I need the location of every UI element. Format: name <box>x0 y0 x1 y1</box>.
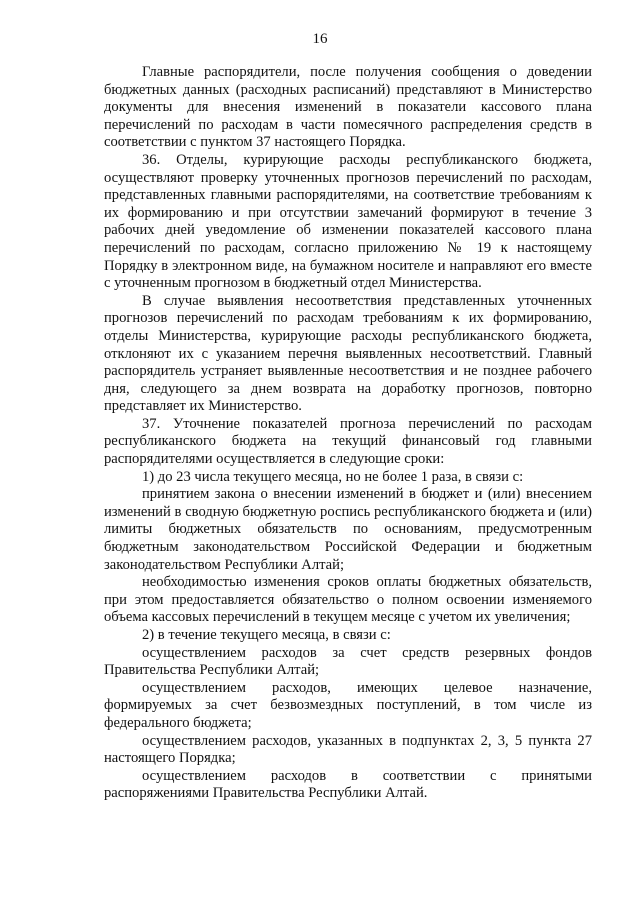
page-number: 16 <box>312 31 328 47</box>
paragraph-subitem-2: 2) в течение текущего месяца, в связи с: <box>142 627 391 643</box>
paragraph-item-36: 36. Отделы, курирующие расходы республиканского бюджета, осуществляют проверку уточненных прогнозов перечислений по расходам, представленных главными распорядителями, на соответствие требованиям к их формированию и при отсутствии замечаний формируют в течение 3 рабочих дней уведомление об изменении показателей кассового плана перечислений по расходам, согласно приложению № 19 к настоящему Порядку в электронном виде, на бумажном носителе и направляют его вместе с уточненным прогнозом в бюджетный отдел Министерства. <box>104 151 592 292</box>
paragraph-reserve-funds: осуществлением расходов за счет средств резервных фондов Правительства Республики Алтай; <box>104 644 592 679</box>
document-body <box>104 64 592 803</box>
paragraph-payment-terms: необходимостью изменения сроков оплаты бюджетных обязательств, при этом предоставляется обязательство о полном освоении изменяемого объема кассовых перечислений в текущем месяце с учетом их увеличения; <box>104 574 592 626</box>
paragraph-nonconformity: В случае выявления несоответствия представленных уточненных прогнозов перечислений по расходам требованиям к их формированию, отделы Министерства, курирующие расходы республиканского бюджета, отклоняют их с указанием перечня выявленных несоответствий. Главный распорядитель устраняет выявленные несоответствия и не позднее рабочего дня, следующего за днем возврата на доработку прогнозов, повторно представляет их Министерство. <box>104 292 592 415</box>
paragraph-item-37: 37. Уточнение показателей прогноза перечислений по расходам республиканского бюджета на текущий финансовый год главными распорядителями осуществляется в следующие сроки: <box>104 415 592 468</box>
paragraph-law-adoption: принятием закона о внесении изменений в бюджет и (или) внесением изменений в сводную бюджетную роспись республиканского бюджета и (или) лимиты бюджетных обязательств по основаниям, предусмотренным бюджетным законодательством Российской Федерации и бюджетным законодательством Республики Алтай; <box>104 486 592 573</box>
paragraph-main-distributors: Главные распорядители, после получения сообщения о доведении бюджетных данных (расходных расписаний) представляют в Министерство документы для внесения изменений в показатели кассового плана перечислений по расходам в части помесячного распределения средств в соответствии с пунктом 37 настоящего Порядка. <box>104 64 592 151</box>
paragraph-subpoints-27: осуществлением расходов, указанных в подпунктах 2, 3, 5 пункта 27 настоящего Порядка; <box>104 732 592 767</box>
paragraph-government-orders: осуществлением расходов в соответствии с принятыми распоряжениями Правительства Республики Алтай. <box>104 767 592 802</box>
paragraph-subitem-1: 1) до 23 числа текущего месяца, но не более 1 раза, в связи с: <box>142 468 524 485</box>
paragraph-targeted-expenses: осуществлением расходов, имеющих целевое назначение, формируемых за счет безвозмездных поступлений, в том числе из федерального бюджета; <box>104 679 592 731</box>
